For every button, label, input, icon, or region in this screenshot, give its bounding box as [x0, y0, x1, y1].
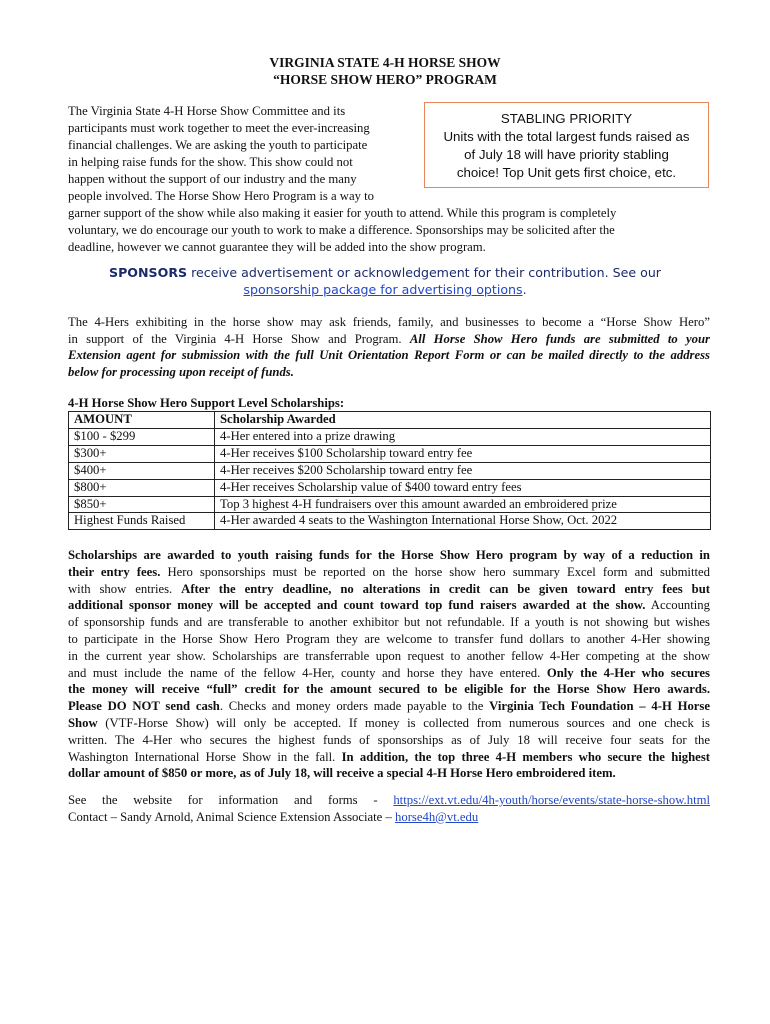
hero-emphasis: below for processing upon receipt of funds.: [68, 365, 294, 380]
scholarship-cell: 4-Her receives $200 Scholarship toward entry fee: [215, 462, 711, 479]
rules-bold: additional sponsor money will be accepted and count toward top fund raisers awarded at the show.: [68, 598, 646, 613]
table-header-row: [69, 412, 711, 429]
hero-line: [68, 347, 710, 364]
column-header-amount: AMOUNT: [69, 412, 215, 429]
rules-line: [68, 681, 710, 698]
rules-bold: In addition, the top three 4-H members who secure the highest: [341, 749, 710, 764]
email-link[interactable]: horse4h@vt.edu: [395, 809, 479, 824]
website-label: See the website for information and forms -: [68, 793, 394, 807]
rules-line: [68, 749, 710, 766]
sponsorship-package-link[interactable]: sponsorship package for advertising options: [243, 282, 523, 297]
intro-line: people involved. The Horse Show Hero Program is a way to: [68, 189, 374, 203]
rules-text: and must include the name of the fellow 4-Her, county and horse they have entered.: [68, 665, 547, 680]
amount-cell: $300+: [69, 445, 215, 462]
rules-bold: dollar amount of $850 or more, as of July 18, will receive a special 4-H Horse Hero embroidered item.: [68, 766, 616, 781]
amount-cell: Highest Funds Raised: [69, 513, 215, 530]
document-title: VIRGINIA STATE 4-H HORSE SHOW: [269, 55, 501, 70]
contact-block: [68, 792, 710, 826]
stabling-priority-box: [424, 102, 709, 188]
rules-bold: Virginia Tech Foundation – 4-H Horse: [489, 699, 711, 714]
rules-paragraph: [68, 547, 710, 782]
rules-bold: Scholarships are awarded to youth raising funds for the Horse Show Hero program by way of a reduction in: [68, 548, 710, 562]
hero-text: in support of the Virginia 4-H Horse Show and Program.: [68, 331, 410, 346]
sponsors-period: .: [522, 282, 527, 297]
scholarship-cell: 4-Her receives Scholarship value of $400 toward entry fees: [215, 479, 711, 496]
document-subtitle: “HORSE SHOW HERO” PROGRAM: [273, 72, 497, 87]
stabling-heading: STABLING PRIORITY: [500, 111, 633, 126]
table-row: [69, 513, 711, 530]
rules-line: [68, 765, 710, 782]
amount-cell: $850+: [69, 496, 215, 513]
intro-line: garner support of the show while also making it easier for youth to attend. While this program is completely: [68, 206, 617, 220]
table-row: [69, 496, 711, 513]
hero-paragraph: [68, 314, 710, 381]
rules-line: in the current year show. Scholarships are transferrable upon request to another fellow 4-Her competing at the show: [68, 648, 710, 663]
table-row: [69, 445, 711, 462]
intro-line: voluntary, we do encourage our youth to work to make a difference. Sponsorships may be solicited after the: [68, 223, 615, 237]
hero-line: [68, 331, 710, 348]
rules-bold: After the entry deadline, no alterations in credit can be given toward entry fees but: [181, 581, 710, 596]
intro-line: deadline, however we cannot guarantee they will be added into the show program.: [68, 240, 486, 254]
table-row: [69, 479, 711, 496]
intro-line: The Virginia State 4-H Horse Show Committee and its: [68, 104, 346, 118]
rules-line: [68, 698, 710, 715]
rules-line: [68, 564, 710, 581]
rules-line: [68, 581, 710, 598]
rules-line: [68, 665, 710, 682]
rules-text: Washington International Horse Show in the fall.: [68, 749, 342, 764]
scholarship-cell: 4-Her receives $100 Scholarship toward entry fee: [215, 445, 711, 462]
rules-line: of sponsorship funds and are transferable to another exhibitor but not refundable. If a youth is not showing but wishes: [68, 615, 710, 630]
contact-line: [68, 809, 710, 826]
rules-text: Hero sponsorships must be reported on the horse show hero summary Excel form and submitted: [160, 564, 710, 579]
scholarship-cell: Top 3 highest 4-H fundraisers over this amount awarded an embroidered prize: [215, 496, 711, 513]
rules-line: written. The 4-Her who secures the highest funds of sponsorships as of July 18 will receive four seats for the: [68, 732, 710, 747]
intro-line: happen without the support of our industry and the many: [68, 172, 357, 186]
stabling-line: choice! Top Unit gets first choice, etc.: [456, 165, 677, 180]
column-header-scholarship: Scholarship Awarded: [215, 412, 711, 429]
rules-line: [68, 547, 710, 564]
sponsors-link-line: [0, 282, 770, 297]
intro-line: participants must work together to meet the ever-increasing: [68, 121, 370, 135]
contact-label: Contact – Sandy Arnold, Animal Science Extension Associate –: [68, 809, 396, 824]
hero-emphasis: All Horse Show Hero funds are submitted to your: [409, 331, 710, 346]
table-row: [69, 462, 711, 479]
website-link[interactable]: https://ext.vt.edu/4h-youth/horse/events/state-horse-show.html: [393, 793, 710, 807]
rules-line: to participate in the Horse Show Hero Program they are welcome to transfer fund dollars to another 4-Her showing: [68, 631, 710, 646]
rules-bold: Show: [68, 715, 98, 730]
table-row: [69, 428, 711, 445]
sponsors-text: receive advertisement or acknowledgement for their contribution. See our: [187, 265, 661, 280]
sponsors-note: [0, 265, 770, 280]
hero-line: [68, 364, 710, 381]
scholarship-table: [68, 411, 711, 530]
scholarship-cell: 4-Her awarded 4 seats to the Washington International Horse Show, Oct. 2022: [215, 513, 711, 530]
scholarship-table-title: 4-H Horse Show Hero Support Level Scholarships:: [68, 396, 345, 410]
stabling-line: Units with the total largest funds raised as: [443, 129, 690, 144]
rules-line: [68, 597, 710, 614]
rules-bold: their entry fees.: [68, 564, 161, 579]
website-line: [68, 792, 710, 809]
rules-bold: the money will receive “full” credit for the amount secured to be eligible for the Horse Show Hero awards.: [68, 682, 710, 697]
hero-line: The 4-Hers exhibiting in the horse show may ask friends, family, and businesses to become a “Horse Show Hero”: [68, 315, 710, 329]
scholarship-cell: 4-Her entered into a prize drawing: [215, 428, 711, 445]
intro-line: financial challenges. We are asking the youth to participate: [68, 138, 368, 152]
intro-line: in helping raise funds for the show. This show could not: [68, 155, 353, 169]
amount-cell: $400+: [69, 462, 215, 479]
rules-bold: Please DO NOT send cash: [68, 699, 220, 714]
amount-cell: $800+: [69, 479, 215, 496]
sponsors-label: SPONSORS: [109, 265, 188, 280]
hero-emphasis: Extension agent for submission with the full Unit Orientation Report Form or can be mailed directly to the address: [68, 348, 710, 363]
rules-line: [68, 715, 710, 732]
rules-text: with show entries.: [68, 581, 182, 596]
rules-text: (VTF-Horse Show) will only be accepted. If money is collected from numerous sources and one check is: [97, 715, 710, 730]
amount-cell: $100 - $299: [69, 428, 215, 445]
rules-text: . Checks and money orders made payable to the: [219, 699, 490, 714]
stabling-line: of July 18 will have priority stabling: [464, 147, 669, 162]
rules-bold: Only the 4-Her who secures: [546, 665, 710, 680]
rules-text: Accounting: [645, 598, 710, 613]
